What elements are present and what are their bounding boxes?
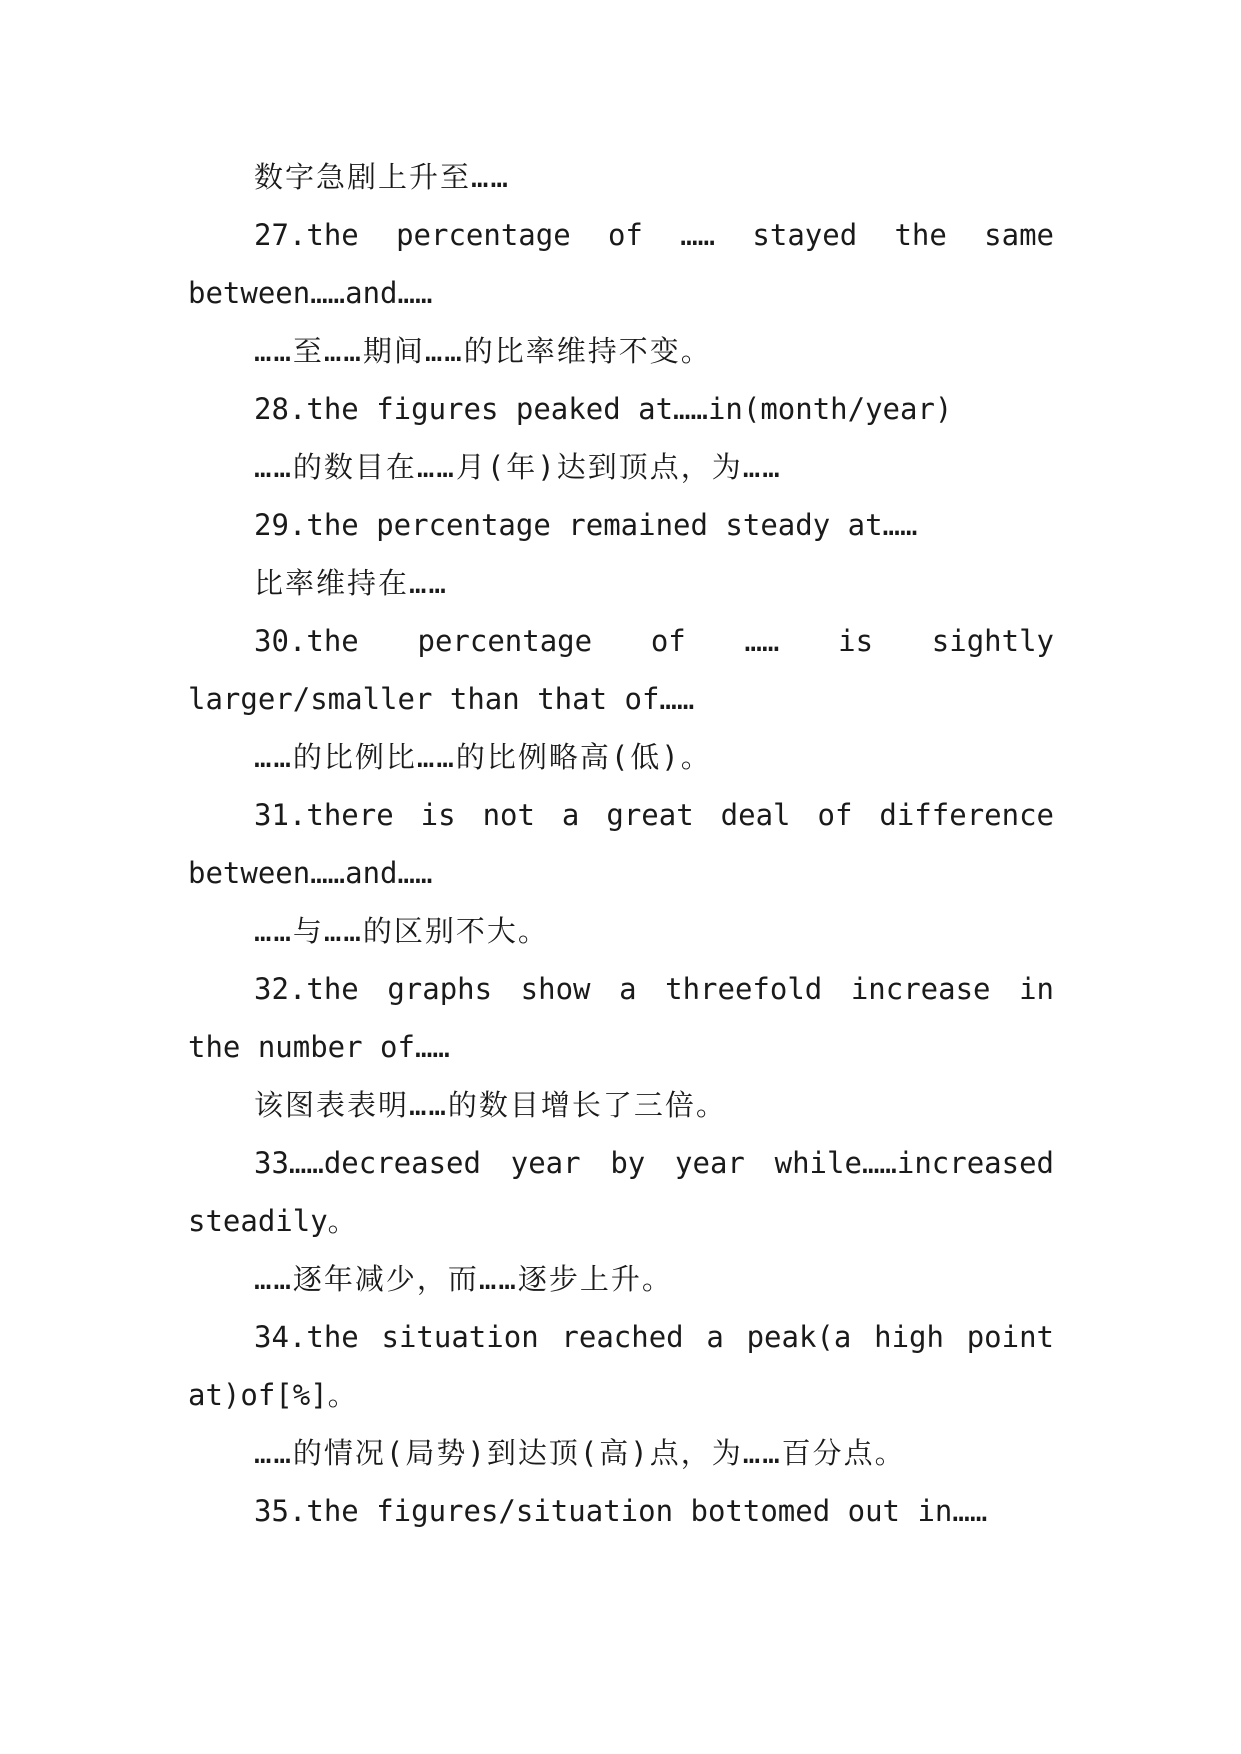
paragraph-cn-34: ……的情况(局势)到达顶(高)点，为……百分点。 — [254, 1436, 906, 1470]
paragraph-cn-31: ……与……的区别不大。 — [254, 914, 549, 948]
paragraph-cn-rise-sharply: 数字急剧上升至…… — [254, 160, 510, 194]
paragraph-cn-32: 该图表表明……的数目增长了三倍。 — [254, 1088, 727, 1122]
paragraph-item-27: 27.the percentage of …… stayed the same between……and…… — [188, 218, 1054, 310]
paragraph-cn-28: ……的数目在……月(年)达到顶点，为…… — [254, 450, 782, 484]
paragraph-item-35: 35.the figures/situation bottomed out in…… — [254, 1494, 988, 1528]
document-body — [188, 148, 1054, 1540]
paragraph-item-30: 30.the percentage of …… is sightly larger/smaller than that of…… — [188, 624, 1054, 716]
paragraph-item-28: 28.the figures peaked at……in(month/year) — [254, 392, 953, 426]
paragraph-cn-33: ……逐年减少，而……逐步上升。 — [254, 1262, 673, 1296]
paragraph-cn-29: 比率维持在…… — [254, 566, 448, 600]
paragraph-item-34: 34.the situation reached a peak(a high point at)of[%]。 — [188, 1320, 1054, 1412]
paragraph-item-29: 29.the percentage remained steady at…… — [254, 508, 918, 542]
paragraph-item-31: 31.there is not a great deal of difference between……and…… — [188, 798, 1054, 890]
paragraph-item-33: 33……decreased year by year while……increased steadily。 — [188, 1146, 1054, 1238]
paragraph-item-32: 32.the graphs show a threefold increase in the number of…… — [188, 972, 1054, 1064]
paragraph-cn-27: ……至……期间……的比率维持不变。 — [254, 334, 712, 368]
paragraph-cn-30: ……的比例比……的比例略高(低)。 — [254, 740, 712, 774]
